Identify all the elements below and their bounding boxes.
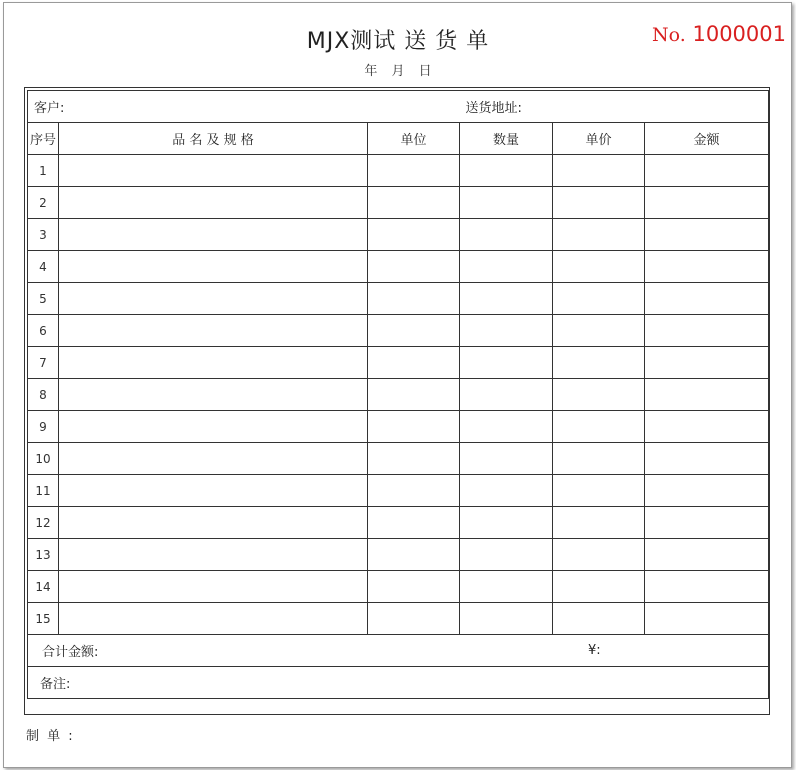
notes-row bbox=[28, 667, 769, 699]
row-index: 15 bbox=[28, 603, 59, 635]
unit-cell[interactable] bbox=[368, 379, 460, 411]
amount-cell[interactable] bbox=[645, 475, 769, 507]
item-name-cell[interactable] bbox=[59, 315, 368, 347]
date-year-label: 年 bbox=[364, 64, 378, 79]
table-row bbox=[28, 507, 769, 539]
date-line bbox=[0, 60, 796, 79]
row-index: 9 bbox=[28, 411, 59, 443]
row-index: 4 bbox=[28, 251, 59, 283]
table-row bbox=[28, 219, 769, 251]
column-header: 品 名 及 规 格 bbox=[59, 123, 368, 155]
notes-cell[interactable] bbox=[28, 667, 769, 699]
table-row bbox=[28, 283, 769, 315]
column-header: 单位 bbox=[368, 123, 460, 155]
amount-cell[interactable] bbox=[645, 443, 769, 475]
item-name-cell[interactable] bbox=[59, 539, 368, 571]
table-row bbox=[28, 603, 769, 635]
quantity-cell[interactable] bbox=[460, 379, 553, 411]
table-row bbox=[28, 155, 769, 187]
unit-price-cell[interactable] bbox=[553, 219, 645, 251]
date-day-label: 日 bbox=[418, 64, 432, 79]
table-row bbox=[28, 571, 769, 603]
unit-cell[interactable] bbox=[368, 283, 460, 315]
amount-cell[interactable] bbox=[645, 219, 769, 251]
item-name-cell[interactable] bbox=[59, 283, 368, 315]
table-row bbox=[28, 251, 769, 283]
item-name-cell[interactable] bbox=[59, 443, 368, 475]
quantity-cell[interactable] bbox=[460, 251, 553, 283]
item-name-cell[interactable] bbox=[59, 571, 368, 603]
unit-cell[interactable] bbox=[368, 411, 460, 443]
row-index: 5 bbox=[28, 283, 59, 315]
row-index: 6 bbox=[28, 315, 59, 347]
quantity-cell[interactable] bbox=[460, 411, 553, 443]
unit-cell[interactable] bbox=[368, 507, 460, 539]
item-name-cell[interactable] bbox=[59, 379, 368, 411]
item-name-cell[interactable] bbox=[59, 251, 368, 283]
row-index: 10 bbox=[28, 443, 59, 475]
column-header: 序号 bbox=[28, 123, 59, 155]
quantity-cell[interactable] bbox=[460, 571, 553, 603]
unit-price-cell[interactable] bbox=[553, 379, 645, 411]
item-name-cell[interactable] bbox=[59, 187, 368, 219]
unit-price-cell[interactable] bbox=[553, 571, 645, 603]
amount-cell[interactable] bbox=[645, 315, 769, 347]
item-name-cell[interactable] bbox=[59, 507, 368, 539]
total-row bbox=[28, 635, 769, 667]
unit-price-cell[interactable] bbox=[553, 411, 645, 443]
unit-price-cell[interactable] bbox=[553, 475, 645, 507]
quantity-cell[interactable] bbox=[460, 155, 553, 187]
row-index: 12 bbox=[28, 507, 59, 539]
unit-cell[interactable] bbox=[368, 315, 460, 347]
quantity-cell[interactable] bbox=[460, 219, 553, 251]
serial-number bbox=[652, 22, 786, 46]
table-row bbox=[28, 315, 769, 347]
unit-price-cell[interactable] bbox=[553, 315, 645, 347]
row-index: 11 bbox=[28, 475, 59, 507]
table-row bbox=[28, 379, 769, 411]
total-cell[interactable] bbox=[28, 635, 769, 667]
date-month-label: 月 bbox=[391, 64, 405, 79]
address-cell[interactable] bbox=[460, 91, 769, 123]
row-index: 14 bbox=[28, 571, 59, 603]
unit-cell[interactable] bbox=[368, 155, 460, 187]
column-header: 单价 bbox=[553, 123, 645, 155]
amount-cell[interactable] bbox=[645, 379, 769, 411]
unit-price-cell[interactable] bbox=[553, 187, 645, 219]
table-row bbox=[28, 347, 769, 379]
quantity-cell[interactable] bbox=[460, 315, 553, 347]
row-index: 3 bbox=[28, 219, 59, 251]
unit-price-cell[interactable] bbox=[553, 603, 645, 635]
item-name-cell[interactable] bbox=[59, 411, 368, 443]
table-row bbox=[28, 187, 769, 219]
unit-cell[interactable] bbox=[368, 539, 460, 571]
row-index: 1 bbox=[28, 155, 59, 187]
currency-label: ¥: bbox=[588, 643, 601, 658]
unit-cell[interactable] bbox=[368, 443, 460, 475]
amount-cell[interactable] bbox=[645, 411, 769, 443]
unit-cell[interactable] bbox=[368, 219, 460, 251]
notes-label: 备注: bbox=[40, 677, 71, 692]
amount-cell[interactable] bbox=[645, 571, 769, 603]
item-name-cell[interactable] bbox=[59, 603, 368, 635]
unit-price-cell[interactable] bbox=[553, 283, 645, 315]
amount-cell[interactable] bbox=[645, 539, 769, 571]
quantity-cell[interactable] bbox=[460, 539, 553, 571]
amount-cell[interactable] bbox=[645, 155, 769, 187]
customer-label: 客户: bbox=[34, 101, 65, 116]
unit-cell[interactable] bbox=[368, 475, 460, 507]
amount-cell[interactable] bbox=[645, 507, 769, 539]
document-title: MJX测试 送 货 单 bbox=[306, 29, 490, 54]
unit-cell[interactable] bbox=[368, 603, 460, 635]
unit-price-cell[interactable] bbox=[553, 539, 645, 571]
table-row bbox=[28, 411, 769, 443]
quantity-cell[interactable] bbox=[460, 187, 553, 219]
item-name-cell[interactable] bbox=[59, 475, 368, 507]
item-name-cell[interactable] bbox=[59, 347, 368, 379]
delivery-table bbox=[27, 90, 769, 699]
amount-cell[interactable] bbox=[645, 347, 769, 379]
item-name-cell[interactable] bbox=[59, 219, 368, 251]
unit-price-cell[interactable] bbox=[553, 155, 645, 187]
address-label: 送货地址: bbox=[465, 101, 522, 116]
row-index: 2 bbox=[28, 187, 59, 219]
unit-price-cell[interactable] bbox=[553, 251, 645, 283]
amount-cell[interactable] bbox=[645, 187, 769, 219]
unit-cell[interactable] bbox=[368, 571, 460, 603]
table-row bbox=[28, 475, 769, 507]
unit-cell[interactable] bbox=[368, 347, 460, 379]
unit-price-cell[interactable] bbox=[553, 347, 645, 379]
amount-cell[interactable] bbox=[645, 251, 769, 283]
table-row bbox=[28, 443, 769, 475]
customer-cell[interactable] bbox=[28, 91, 460, 123]
row-index: 8 bbox=[28, 379, 59, 411]
row-index: 7 bbox=[28, 347, 59, 379]
maker-label: 制 单 : bbox=[26, 729, 75, 744]
quantity-cell[interactable] bbox=[460, 283, 553, 315]
column-header: 金额 bbox=[645, 123, 769, 155]
serial-value: 1000001 bbox=[692, 22, 786, 46]
quantity-cell[interactable] bbox=[460, 443, 553, 475]
amount-cell[interactable] bbox=[645, 603, 769, 635]
unit-cell[interactable] bbox=[368, 187, 460, 219]
table-row bbox=[28, 539, 769, 571]
unit-price-cell[interactable] bbox=[553, 507, 645, 539]
quantity-cell[interactable] bbox=[460, 507, 553, 539]
quantity-cell[interactable] bbox=[460, 475, 553, 507]
unit-price-cell[interactable] bbox=[553, 443, 645, 475]
quantity-cell[interactable] bbox=[460, 603, 553, 635]
item-name-cell[interactable] bbox=[59, 155, 368, 187]
serial-prefix: No. bbox=[652, 24, 686, 46]
amount-cell[interactable] bbox=[645, 283, 769, 315]
column-header-row bbox=[28, 123, 769, 155]
quantity-cell[interactable] bbox=[460, 347, 553, 379]
row-index: 13 bbox=[28, 539, 59, 571]
column-header: 数量 bbox=[460, 123, 553, 155]
customer-row bbox=[28, 91, 769, 123]
total-label: 合计金额: bbox=[42, 645, 99, 660]
unit-cell[interactable] bbox=[368, 251, 460, 283]
